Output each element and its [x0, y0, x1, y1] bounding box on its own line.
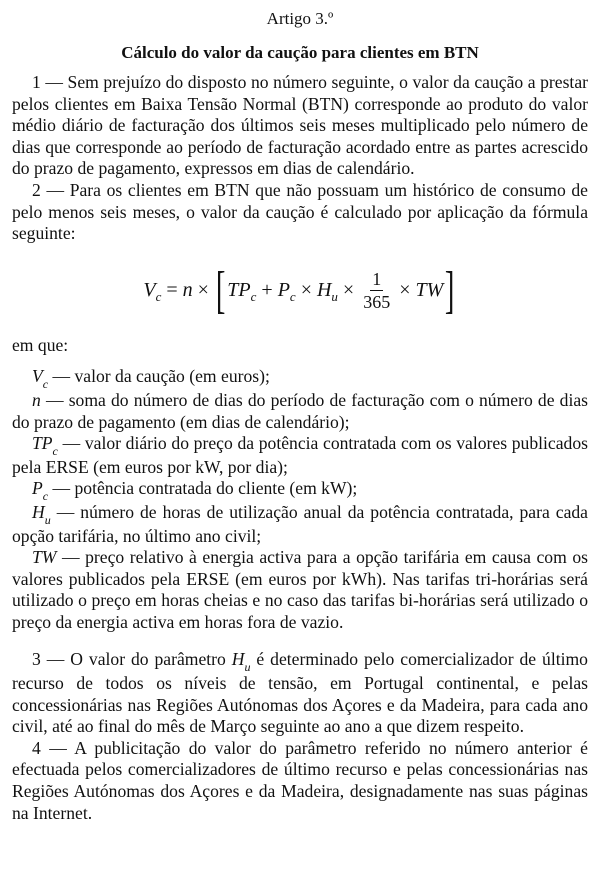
formula-tpc: TP	[227, 279, 251, 302]
definition-vc	[12, 366, 588, 390]
definition-text: — valor diário do preço da potência contratada com os valores publicados pela ERSE (em euros por kW, por dia);	[12, 433, 588, 477]
definition-symbol-sub: c	[52, 444, 58, 459]
definition-text: — número de horas de utilização anual da potência contratada, para cada opção tarifária, no último ano civil;	[12, 501, 588, 546]
formula-times-1: ×	[197, 279, 209, 302]
formula-vc-sub: c	[155, 288, 162, 304]
definition-text: — valor da caução (em euros);	[52, 366, 270, 387]
definition-symbol-sub: c	[42, 377, 49, 392]
paragraph-3-symbol: H	[231, 649, 245, 670]
definition-symbol: P	[32, 478, 43, 499]
formula-block	[12, 253, 588, 329]
formula-tpc-sub: c	[250, 288, 257, 304]
paragraph-3-start: 3 — O valor do parâmetro	[32, 649, 226, 670]
formula-times-2: ×	[300, 279, 312, 302]
definition-tw	[12, 547, 588, 633]
formula-hu: H	[316, 279, 332, 302]
definition-text: — potência contratada do cliente (em kW);	[52, 478, 358, 499]
definition-text: — preço relativo à energia activa para a opção tarifária em causa com os valores publicados pela ERSE (em euros por kWh). Nas tarifas tri-horárias será utilizado o preço em horas cheias e no caso das tarifas bi-horárias será utilizado o preço da energia activa em horas fora de vazio.	[12, 547, 588, 632]
definition-symbol: V	[32, 366, 43, 387]
formula-tw: TW	[415, 279, 444, 302]
paragraph-3-end: é determinado pelo comercializador de último recurso de todos os níveis de tensão, em Portugal continental, e pelas concessionárias nas Regiões Autónomas dos Açores e da Madeira, para cada ano civil, até ao final do mês de Março seguinte ao ano a que dizem respeito.	[12, 649, 588, 737]
formula-times-4: ×	[399, 279, 411, 302]
paragraph-1: 1 — Sem prejuízo do disposto no número seguinte, o valor da caução a prestar pelos clientes em Baixa Tensão Normal (BTN) corresponde ao produto do valor médio diário de facturação dos últimos seis meses multiplicado pelo número de dias que corresponde ao período de facturação acordado entre as partes acrescido do prazo de pagamento, expressos em dias de calendário.	[12, 72, 588, 179]
formula-equals: =	[166, 279, 178, 302]
definition-text: — soma do número de dias do período de facturação com o número de dias do prazo de pagamento (em dias de calendário);	[12, 389, 588, 432]
definition-symbol: H	[32, 501, 45, 522]
formula-pc: P	[277, 279, 290, 302]
article-number: Artigo 3.º	[266, 9, 334, 28]
definition-n	[12, 390, 588, 433]
definition-symbol-sub: u	[44, 512, 51, 527]
formula-right-bracket: ]	[445, 261, 455, 319]
formula-left-bracket: [	[215, 261, 226, 319]
formula-vc: V	[143, 279, 156, 302]
definition-symbol: TW	[32, 547, 57, 568]
paragraph-3-symbol-sub: u	[244, 660, 251, 675]
definition-symbol-sub: c	[42, 489, 49, 504]
definition-hu	[12, 502, 588, 547]
formula-times-3: ×	[342, 279, 355, 302]
definition-tpc	[12, 433, 588, 478]
formula-plus: +	[261, 279, 273, 302]
formula	[143, 261, 456, 319]
article-title: Cálculo do valor da caução para clientes em BTN	[121, 43, 479, 62]
formula-pc-sub: c	[289, 288, 296, 304]
spacer	[12, 633, 588, 649]
formula-n: n	[182, 279, 193, 302]
paragraph-2: 2 — Para os clientes em BTN que não possuam um histórico de consumo de pelo menos seis meses, o valor da caução é calculado por aplicação da fórmula seguinte:	[12, 179, 588, 244]
definition-pc	[12, 478, 588, 502]
formula-fraction-denominator: 365	[363, 292, 391, 313]
definition-symbol: n	[32, 389, 41, 410]
paragraph-4: 4 — A publicitação do valor do parâmetro referido no número anterior é efectuada pelos comercializadores de último recurso e pelas concessionárias nas Regiões Autónomas dos Açores e da Madeira, designadamente nas suas páginas na Internet.	[12, 737, 588, 823]
formula-fraction	[363, 269, 390, 312]
definition-symbol: TP	[32, 433, 53, 454]
em-que-label: em que:	[12, 334, 69, 355]
formula-hu-sub: u	[331, 288, 338, 304]
paragraph-3	[12, 649, 588, 737]
formula-fraction-numerator: 1	[372, 269, 382, 290]
